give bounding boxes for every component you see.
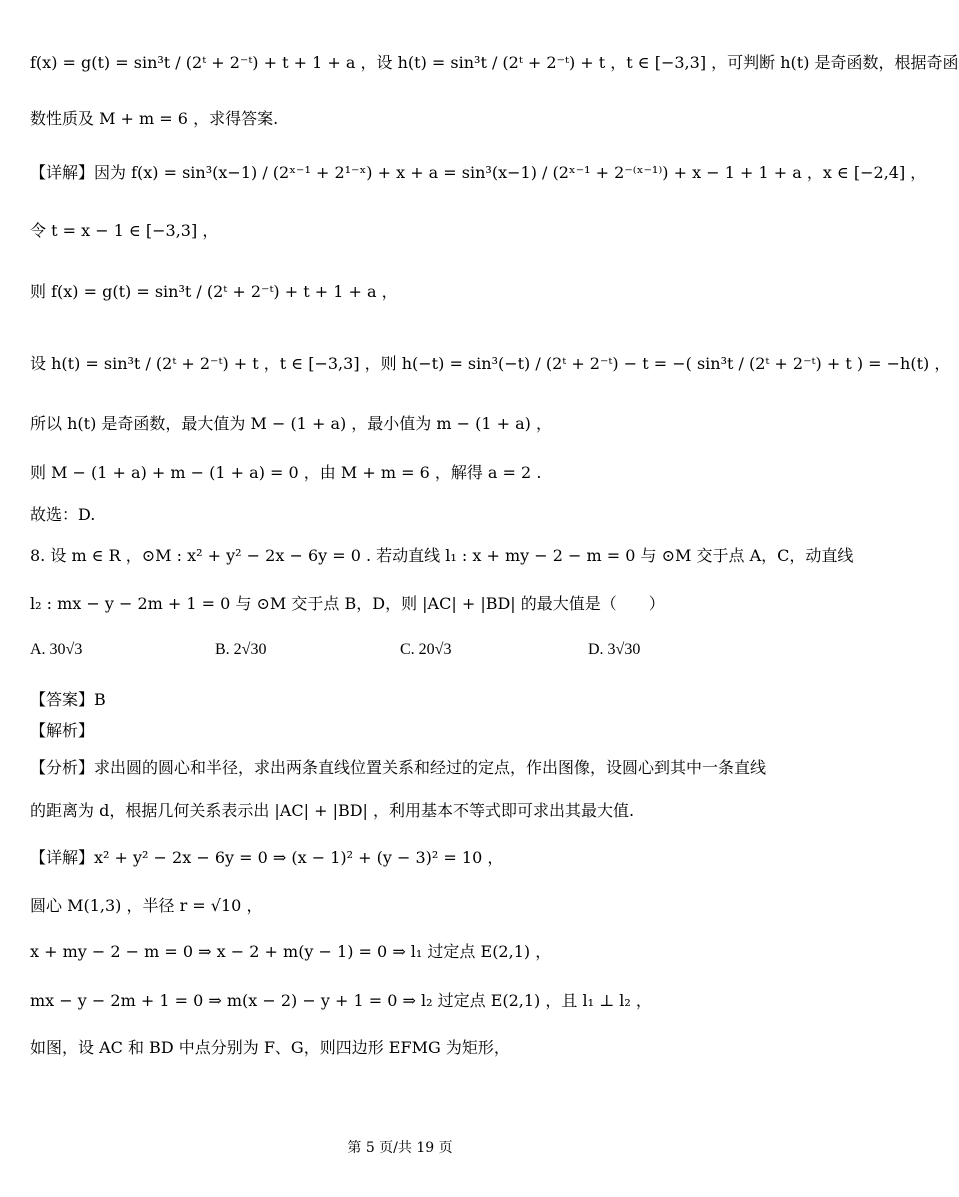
text-line: l₂ : mx − y − 2m + 1 = 0 与 ⊙M 交于点 B，D，则 |AC| + |BD| 的最大值是（ ） — [30, 594, 665, 613]
option-c: C. 20√3 — [400, 641, 452, 658]
text-line: 【答案】B — [30, 690, 106, 709]
text-line: 【解析】 — [30, 721, 95, 740]
text-line: 设 h(t) = sin³t / (2ᵗ + 2⁻ᵗ) + t ，t ∈ [−3,3] ，则 h(−t) = sin³(−t) / (2ᵗ + 2⁻ᵗ) − t = −( sin³t / (2ᵗ + 2⁻ᵗ) + t ) = −h(t) ， — [30, 354, 951, 373]
text-line: 令 t = x − 1 ∈ [−3,3] ， — [30, 221, 219, 240]
text-line: f(x) = g(t) = sin³t / (2ᵗ + 2⁻ᵗ) + t + 1 + a ，设 h(t) = sin³t / (2ᵗ + 2⁻ᵗ) + t ，t ∈ [−3,3] ，可判断 h(t) 是奇函数，根据奇函 — [30, 53, 959, 72]
text-line: x + my − 2 − m = 0 ⇒ x − 2 + m(y − 1) = 0 ⇒ l₁ 过定点 E(2,1) ， — [30, 942, 552, 961]
page-footer: 第 5 页/共 19 页 — [347, 1140, 453, 1156]
text-line: 则 M − (1 + a) + m − (1 + a) = 0 ，由 M + m = 6 ，解得 a = 2 . — [30, 463, 542, 482]
text-line: 如图，设 AC 和 BD 中点分别为 F、G，则四边形 EFMG 为矩形， — [30, 1038, 510, 1057]
text-line: 所以 h(t) 是奇函数，最大值为 M − (1 + a) ，最小值为 m − (1 + a) ， — [30, 414, 553, 433]
text-line: 8. 设 m ∈ R ，⊙M : x² + y² − 2x − 6y = 0 . 若动直线 l₁ : x + my − 2 − m = 0 与 ⊙M 交于点 A，C，动直线 — [30, 546, 854, 565]
text-line: 【详解】因为 f(x) = sin³(x−1) / (2ˣ⁻¹ + 2¹⁻ˣ) + x + a = sin³(x−1) / (2ˣ⁻¹ + 2⁻⁽ˣ⁻¹⁾) + x − 1 + 1 + a ，x ∈ [−2,4] ， — [30, 163, 927, 182]
option-a: A. 30√3 — [30, 641, 83, 658]
text-line: 数性质及 M + m = 6 ，求得答案. — [30, 109, 279, 128]
text-line: 【详解】x² + y² − 2x − 6y = 0 ⇒ (x − 1)² + (y − 3)² = 10 ， — [30, 848, 504, 867]
text-line: 故选：D. — [30, 505, 96, 524]
text-line: 则 f(x) = g(t) = sin³t / (2ᵗ + 2⁻ᵗ) + t + 1 + a ， — [30, 282, 398, 301]
text-line: 圆心 M(1,3) ，半径 r = √10 ， — [30, 896, 263, 915]
text-line: mx − y − 2m + 1 = 0 ⇒ m(x − 2) − y + 1 = 0 ⇒ l₂ 过定点 E(2,1) ，且 l₁ ⊥ l₂ ， — [30, 991, 652, 1010]
option-b: B. 2√30 — [215, 641, 267, 658]
option-d: D. 3√30 — [588, 641, 641, 658]
text-line: 【分析】求出圆的圆心和半径，求出两条直线位置关系和经过的定点，作出图像，设圆心到其中一条直线 — [30, 758, 767, 777]
text-line: 的距离为 d，根据几何关系表示出 |AC| + |BD| ，利用基本不等式即可求出其最大值. — [30, 801, 635, 820]
